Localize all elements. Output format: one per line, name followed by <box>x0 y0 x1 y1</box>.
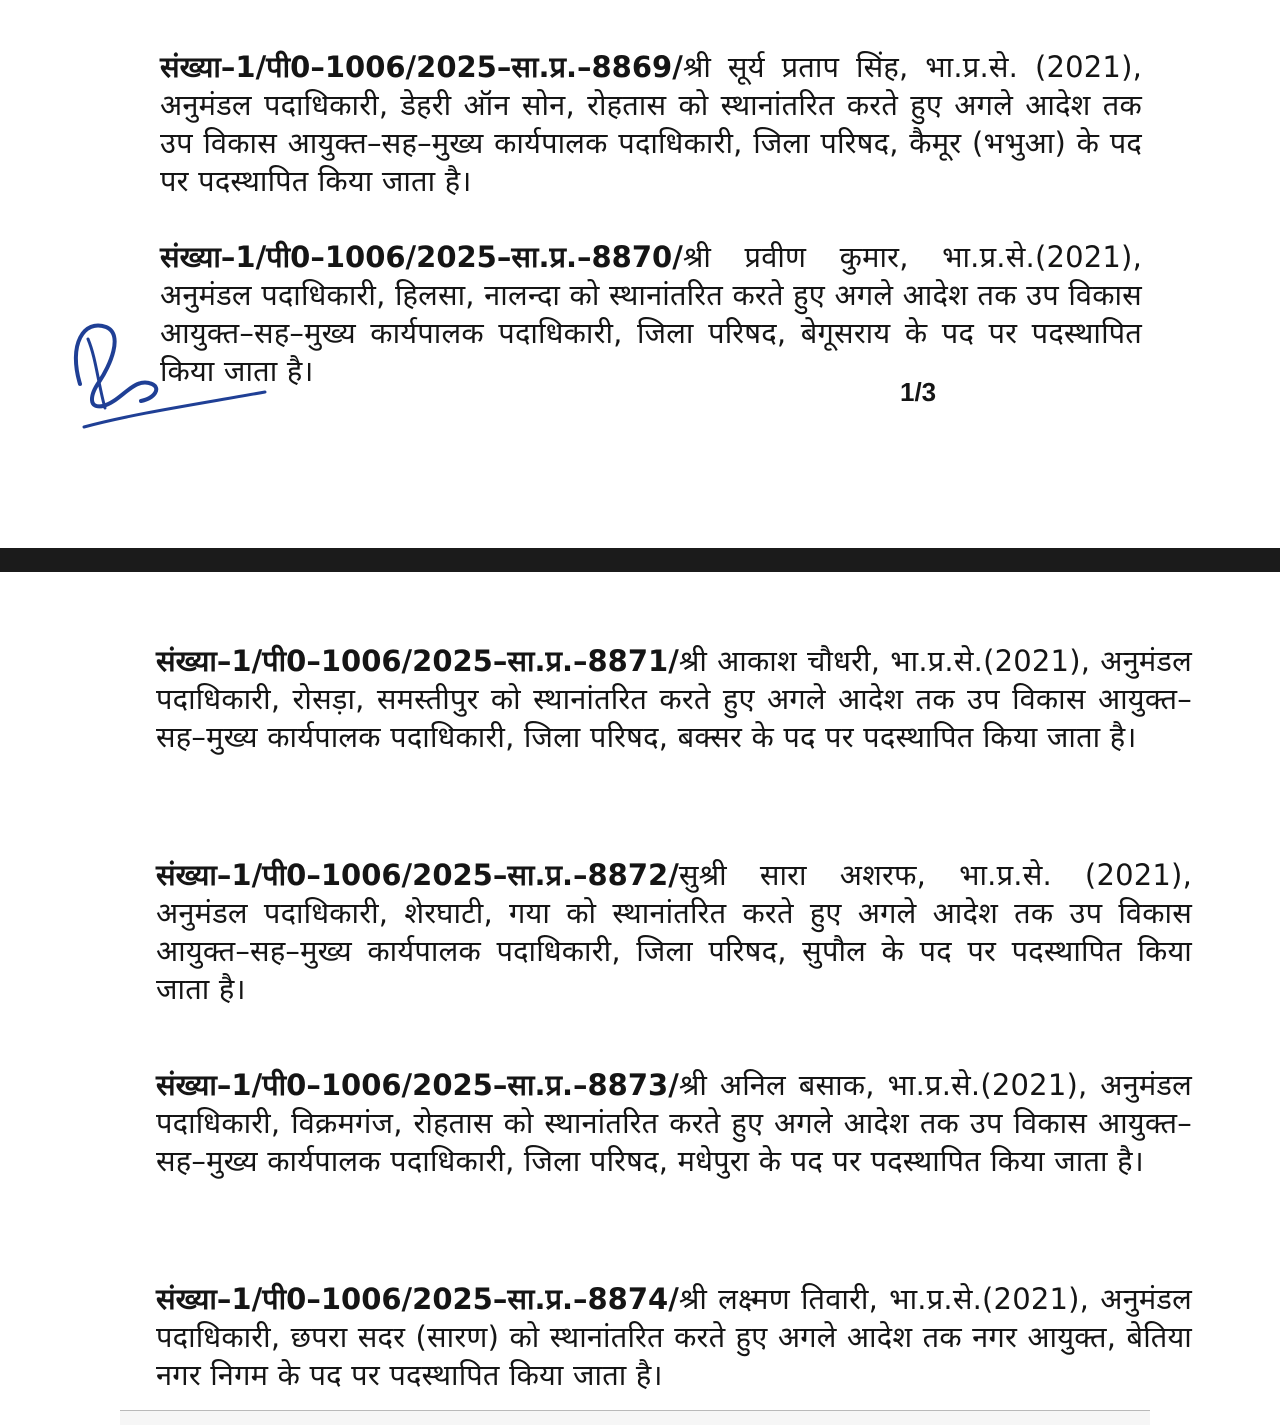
order-text: श्री लक्ष्मण तिवारी, भा.प्र.से.(2021), अनुमंडल पदाधिकारी, छपरा सदर (सारण) को स्थानांतरित करते हुए अगले आदेश तक नगर आयुक्त, बेतिया नगर निगम के पद पर पदस्थापित किया जाता है। <box>156 1282 1192 1392</box>
order-number: संख्या–1/पी0–1006/2025–सा.प्र.–8871/ <box>156 644 679 678</box>
order-text: श्री सूर्य प्रताप सिंह, भा.प्र.से. (2021), अनुमंडल पदाधिकारी, डेहरी ऑन सोन, रोहतास को स्थानांतरित करते हुए अगले आदेश तक उप विकास आयुक्त–सह–मुख्य कार्यपालक पदाधिकारी, जिला परिषद, कैमूर (भभुआ) के पद पर पदस्थापित किया जाता है। <box>160 50 1142 198</box>
order-number: संख्या–1/पी0–1006/2025–सा.प्र.–8870/ <box>160 240 683 274</box>
order-text: श्री प्रवीण कुमार, भा.प्र.से.(2021), अनुमंडल पदाधिकारी, हिलसा, नालन्दा को स्थानांतरित करते हुए अगले आदेश तक उप विकास आयुक्त–सह–मुख्य कार्यपालक पदाधिकारी, जिला परिषद, बेगूसराय के पद पर पदस्थापित किया जाता है। <box>160 240 1142 388</box>
transfer-order-8874 <box>156 1280 1192 1394</box>
order-text: सुश्री सारा अशरफ, भा.प्र.से. (2021), अनुमंडल पदाधिकारी, शेरघाटी, गया को स्थानांतरित करते हुए अगले आदेश तक उप विकास आयुक्त–सह–मुख्य कार्यपालक पदाधिकारी, जिला परिषद, सुपौल के पद पर पदस्थापित किया जाता है। <box>156 858 1192 1006</box>
page-count-label: 1/3 <box>900 377 937 407</box>
order-number: संख्या–1/पी0–1006/2025–सा.प्र.–8872/ <box>156 858 679 892</box>
document-page-one-section <box>0 0 1280 548</box>
transfer-order-8871 <box>156 642 1192 756</box>
transfer-order-8870 <box>160 238 1142 390</box>
order-text: श्री अनिल बसाक, भा.प्र.से.(2021), अनुमंडल पदाधिकारी, विक्रमगंज, रोहतास को स्थानांतरित करते हुए अगले आदेश तक उप विकास आयुक्त–सह–मुख्य कार्यपालक पदाधिकारी, जिला परिषद, मधेपुरा के पद पर पदस्थापित किया जाता है। <box>156 1068 1192 1178</box>
transfer-order-8869 <box>160 48 1142 200</box>
order-number: संख्या–1/पी0–1006/2025–सा.प्र.–8869/ <box>160 50 683 84</box>
handwritten-signature-icon <box>60 310 280 440</box>
document-page-two-section <box>0 572 1280 1424</box>
page-bottom-edge <box>120 1410 1150 1425</box>
order-number: संख्या–1/पी0–1006/2025–सा.प्र.–8874/ <box>156 1282 679 1316</box>
transfer-order-8872 <box>156 856 1192 1008</box>
transfer-order-8873 <box>156 1066 1192 1180</box>
order-number: संख्या–1/पी0–1006/2025–सा.प्र.–8873/ <box>156 1068 679 1102</box>
order-text: श्री आकाश चौधरी, भा.प्र.से.(2021), अनुमंडल पदाधिकारी, रोसड़ा, समस्तीपुर को स्थानांतरित करते हुए अगले आदेश तक उप विकास आयुक्त–सह–मुख्य कार्यपालक पदाधिकारी, जिला परिषद, बक्सर के पद पर पदस्थापित किया जाता है। <box>156 644 1192 754</box>
page-separator <box>0 548 1280 572</box>
